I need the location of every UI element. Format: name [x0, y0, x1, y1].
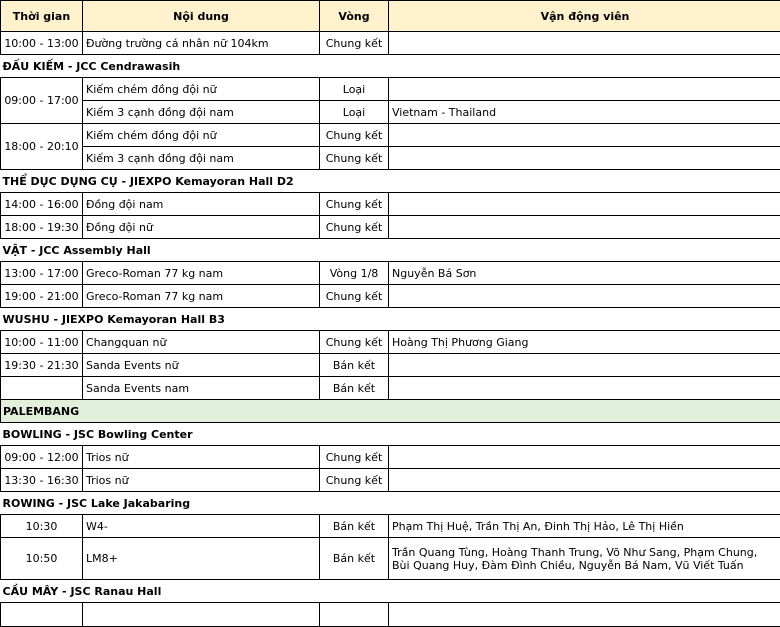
cell-round: Loại [320, 78, 389, 101]
cell-time: 09:00 - 17:00 [1, 78, 83, 124]
cell-athletes [389, 354, 780, 377]
cell-round: Bán kết [320, 538, 389, 580]
cell-time: 19:30 - 21:30 [1, 354, 83, 377]
cell-content: Greco-Roman 77 kg nam [83, 285, 320, 308]
table-row [1, 193, 780, 216]
cell-athletes [389, 78, 780, 101]
cell-time: 10:30 [1, 515, 83, 538]
cell-time [1, 377, 83, 400]
cell-round: Bán kết [320, 377, 389, 400]
cell-athletes [389, 32, 780, 55]
cell-athletes [389, 216, 780, 239]
cell-round [320, 603, 389, 627]
cell-content: Sanda Events nữ [83, 354, 320, 377]
section-title: CẦU MÂY - JSC Ranau Hall [1, 580, 780, 603]
cell-content: Sanda Events nam [83, 377, 320, 400]
cell-content: LM8+ [83, 538, 320, 580]
section-title: THỂ DỤC DỤNG CỤ - JIEXPO Kemayoran Hall D2 [1, 170, 780, 193]
cell-athletes [389, 469, 780, 492]
section-title: ROWING - JSC Lake Jakabaring [1, 492, 780, 515]
cell-athletes: Trần Quang Tùng, Hoàng Thanh Trung, Võ Như Sang, Phạm Chung, Bùi Quang Huy, Đàm Đình Chiều, Nguyễn Bá Nam, Vũ Viết Tuấn [389, 538, 780, 580]
cell-content: Kiếm chém đồng đội nữ [83, 78, 320, 101]
cell-athletes: Vietnam - Thailand [389, 101, 780, 124]
cell-content: Đồng đội nam [83, 193, 320, 216]
table-row [1, 78, 780, 101]
cell-time: 10:50 [1, 538, 83, 580]
cell-athletes [389, 147, 780, 170]
table-row [1, 331, 780, 354]
header-athletes: Vận động viên [389, 1, 780, 32]
section-row-gymnastics [1, 170, 780, 193]
city-title: PALEMBANG [1, 400, 780, 423]
table-row [1, 32, 780, 55]
cell-content: Greco-Roman 77 kg nam [83, 262, 320, 285]
cell-content: Kiếm 3 cạnh đồng đội nam [83, 147, 320, 170]
cell-content: Kiếm chém đồng đội nữ [83, 124, 320, 147]
section-title: WUSHU - JIEXPO Kemayoran Hall B3 [1, 308, 780, 331]
cell-content: Kiếm 3 cạnh đồng đội nam [83, 101, 320, 124]
section-row-rowing [1, 492, 780, 515]
cell-round: Chung kết [320, 469, 389, 492]
cell-content: Trios nữ [83, 446, 320, 469]
cell-content: Đồng đội nữ [83, 216, 320, 239]
section-row-wrestling [1, 239, 780, 262]
table-row [1, 538, 780, 580]
cell-time: 13:30 - 16:30 [1, 469, 83, 492]
city-row-palembang [1, 400, 780, 423]
cell-athletes [389, 377, 780, 400]
cell-athletes: Hoàng Thị Phương Giang [389, 331, 780, 354]
table-row [1, 446, 780, 469]
header-row [1, 1, 780, 32]
cell-time: 18:00 - 20:10 [1, 124, 83, 170]
cell-round: Chung kết [320, 446, 389, 469]
cell-round: Loại [320, 101, 389, 124]
cell-content: W4- [83, 515, 320, 538]
cell-round: Bán kết [320, 354, 389, 377]
cell-round: Chung kết [320, 285, 389, 308]
cell-athletes [389, 603, 780, 627]
cell-time: 10:00 - 11:00 [1, 331, 83, 354]
cell-content: Trios nữ [83, 469, 320, 492]
table-row [1, 603, 780, 627]
section-row-bowling [1, 423, 780, 446]
cell-time: 19:00 - 21:00 [1, 285, 83, 308]
cell-round: Chung kết [320, 193, 389, 216]
table-row [1, 216, 780, 239]
table-row [1, 101, 780, 124]
table-row [1, 124, 780, 147]
section-row-wushu [1, 308, 780, 331]
cell-time: 14:00 - 16:00 [1, 193, 83, 216]
header-content: Nội dung [83, 1, 320, 32]
cell-round: Chung kết [320, 32, 389, 55]
cell-athletes [389, 285, 780, 308]
table-row [1, 354, 780, 377]
cell-time: 09:00 - 12:00 [1, 446, 83, 469]
cell-athletes [389, 193, 780, 216]
table-row [1, 147, 780, 170]
section-title: ĐẤU KIẾM - JCC Cendrawasih [1, 55, 780, 78]
cell-athletes: Phạm Thị Huệ, Trần Thị An, Đinh Thị Hảo, Lê Thị Hiền [389, 515, 780, 538]
cell-athletes [389, 446, 780, 469]
section-row-fencing [1, 55, 780, 78]
header-time: Thời gian [1, 1, 83, 32]
table-row [1, 285, 780, 308]
cell-round: Bán kết [320, 515, 389, 538]
table-row [1, 377, 780, 400]
cell-round: Chung kết [320, 331, 389, 354]
cell-content: Đường trường cá nhân nữ 104km [83, 32, 320, 55]
cell-time: 10:00 - 13:00 [1, 32, 83, 55]
header-round: Vòng [320, 1, 389, 32]
cell-time [1, 603, 83, 627]
section-title: VẬT - JCC Assembly Hall [1, 239, 780, 262]
section-row-sepak-takraw [1, 580, 780, 603]
table-row [1, 469, 780, 492]
table-row [1, 515, 780, 538]
cell-round: Vòng 1/8 [320, 262, 389, 285]
section-title: BOWLING - JSC Bowling Center [1, 423, 780, 446]
cell-content [83, 603, 320, 627]
table-row [1, 262, 780, 285]
cell-round: Chung kết [320, 124, 389, 147]
cell-round: Chung kết [320, 147, 389, 170]
cell-time: 13:00 - 17:00 [1, 262, 83, 285]
cell-round: Chung kết [320, 216, 389, 239]
cell-content: Changquan nữ [83, 331, 320, 354]
cell-athletes: Nguyễn Bá Sơn [389, 262, 780, 285]
cell-time: 18:00 - 19:30 [1, 216, 83, 239]
cell-athletes [389, 124, 780, 147]
